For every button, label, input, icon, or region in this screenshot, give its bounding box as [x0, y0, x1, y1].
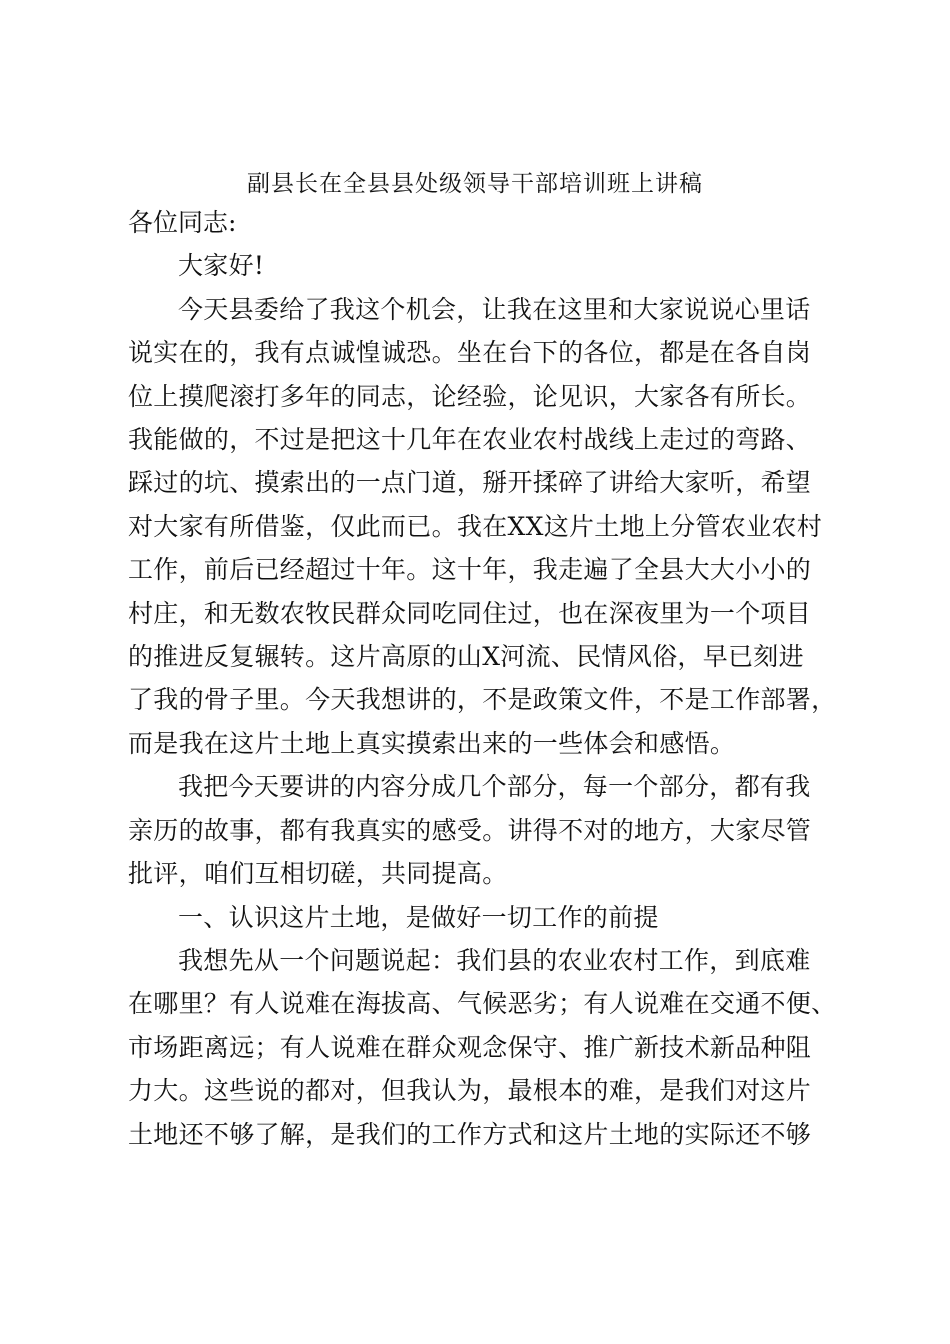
paragraph-line: 踩过的坑、摸索出的一点门道，掰开揉碎了讲给大家听，希望: [128, 468, 812, 498]
document-title: 副县长在全县县处级领导干部培训班上讲稿: [247, 171, 703, 197]
paragraph-line: 市场距离远；有人说难在群众观念保守、推广新技术新品种阻: [128, 1032, 812, 1062]
paragraph-line: 亲历的故事，都有我真实的感受。讲得不对的地方，大家尽管: [128, 815, 812, 845]
document-body: [128, 201, 838, 1156]
section-heading-1: [128, 896, 838, 939]
paragraph-line: 村庄，和无数农牧民群众同吃同住过，也在深夜里为一个项目: [128, 598, 812, 628]
paragraph-line: 工作，前后已经超过十年。这十年，我走遍了全县大大小小的: [128, 555, 812, 585]
paragraph-line: 土地还不够了解，是我们的工作方式和这片土地的实际还不够: [128, 1119, 812, 1149]
paragraph-line: 我能做的，不过是把这十几年在农业农村战线上走过的弯路、: [128, 425, 812, 455]
paragraph-greeting: [128, 244, 838, 287]
paragraph-line: 而是我在这片土地上真实摸索出来的一些体会和感悟。: [128, 728, 736, 758]
paragraph-line: 对大家有所借鉴，仅此而已。我在XX这片土地上分管农业农村: [128, 511, 822, 541]
paragraph-line: 力大。这些说的都对，但我认为，最根本的难，是我们对这片: [128, 1076, 812, 1106]
paragraph-intro: [128, 288, 838, 765]
paragraph-outline: [128, 765, 838, 895]
paragraph-line: 我把今天要讲的内容分成几个部分，每一个部分，都有我: [178, 772, 811, 802]
paragraph-line: 在哪里？有人说难在海拔高、气候恶劣；有人说难在交通不便、: [128, 989, 837, 1019]
paragraph-section-1: [128, 939, 838, 1156]
paragraph-line: 我想先从一个问题说起：我们县的农业农村工作，到底难: [178, 945, 811, 975]
paragraph-line: 大家好!: [178, 251, 265, 281]
paragraph-line: 今天县委给了我这个机会，让我在这里和大家说说心里话: [178, 294, 811, 324]
paragraph-line: 位上摸爬滚打多年的同志，论经验，论见识，大家各有所长。: [128, 381, 812, 411]
section-heading-line: 一、认识这片土地，是做好一切工作的前提: [178, 902, 659, 932]
paragraph-line: 了我的骨子里。今天我想讲的，不是政策文件，不是工作部署，: [128, 685, 837, 715]
paragraph-line: 的推进反复辗转。这片高原的山X河流、民情风俗，早已刻进: [128, 642, 804, 672]
paragraph-line: 说实在的，我有点诚惶诚恐。坐在台下的各位，都是在各自岗: [128, 338, 812, 368]
salutation: 各位同志:: [128, 208, 237, 237]
paragraph-line: 批评，咱们互相切磋，共同提高。: [128, 859, 508, 889]
